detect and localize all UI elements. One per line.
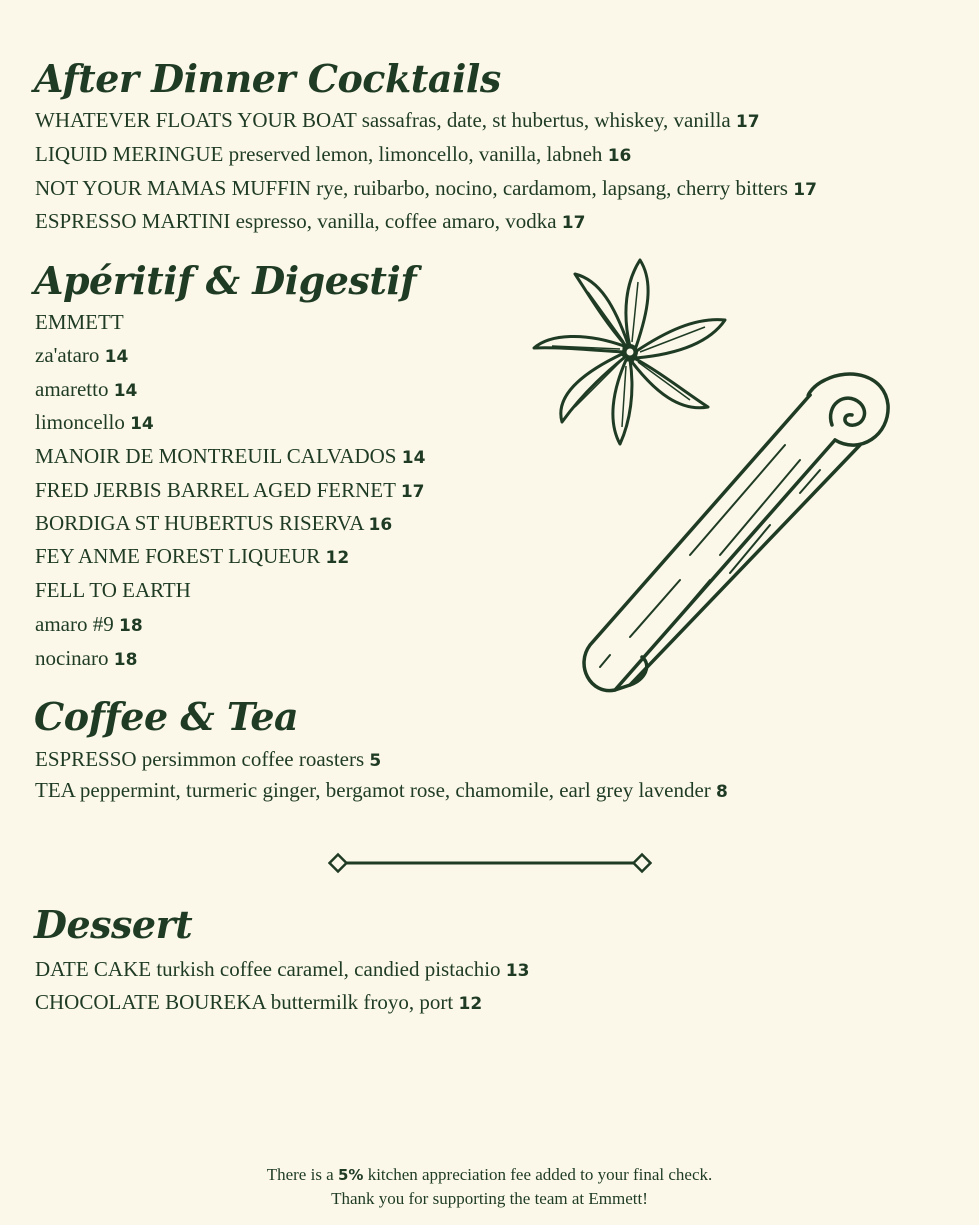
section-title-coffee-tea: Coffee & Tea <box>34 694 299 739</box>
item-desc: amaretto <box>35 377 109 401</box>
divider-ornament <box>328 852 652 874</box>
menu-item <box>35 959 529 980</box>
menu-item <box>35 312 124 333</box>
item-name: DATE CAKE <box>35 957 152 981</box>
item-name: BORDIGA ST HUBERTUS RISERVA <box>35 511 364 535</box>
item-price: 8 <box>716 782 728 802</box>
menu-item <box>35 580 191 601</box>
menu-item <box>35 614 143 635</box>
item-price: 16 <box>607 146 632 166</box>
section-title-aperitif: Apéritif & Digestif <box>34 258 417 303</box>
item-name: CHOCOLATE BOUREKA <box>35 990 266 1014</box>
fee-note <box>0 1163 979 1187</box>
menu-item <box>35 211 585 232</box>
item-desc: turkish coffee caramel, candied pistachio <box>156 957 501 981</box>
menu-item <box>35 110 760 131</box>
item-price: 18 <box>118 616 143 636</box>
menu-item <box>35 178 817 199</box>
menu-item <box>35 513 392 534</box>
item-price: 5 <box>369 751 382 771</box>
item-price: 17 <box>561 213 586 233</box>
item-price: 18 <box>113 650 138 670</box>
item-desc: preserved lemon, limoncello, vanilla, labneh <box>228 142 603 166</box>
menu-item <box>35 144 631 165</box>
item-desc: limoncello <box>35 410 125 434</box>
item-price: 17 <box>793 180 817 200</box>
item-price: 14 <box>130 414 154 434</box>
item-name: FRED JERBIS BARREL AGED FERNET <box>35 478 396 502</box>
item-name: EMMETT <box>35 310 124 334</box>
fee-percent: 5% <box>337 1166 364 1184</box>
item-price: 14 <box>401 448 426 468</box>
menu-item <box>35 446 425 467</box>
item-desc: sassafras, date, st hubertus, whiskey, vanilla <box>361 108 731 132</box>
menu-item <box>35 780 728 801</box>
menu-item <box>35 992 482 1013</box>
fee-note-text: There is a <box>266 1165 334 1184</box>
cinnamon-stick-icon <box>570 365 900 705</box>
item-name: LIQUID MERINGUE <box>35 142 224 166</box>
item-desc: peppermint, turmeric ginger, bergamot rose, chamomile, earl grey lavender <box>79 778 711 802</box>
item-desc: persimmon coffee roasters <box>141 747 365 771</box>
item-desc: za'ataro <box>35 343 100 367</box>
item-name: FELL TO EARTH <box>35 578 191 602</box>
item-desc: buttermilk froyo, port <box>270 990 454 1014</box>
item-price: 17 <box>400 482 425 502</box>
item-desc: rye, ruibarbo, nocino, cardamom, lapsang, cherry bitters <box>316 176 788 200</box>
item-price: 14 <box>113 381 138 401</box>
section-title-dessert: Dessert <box>34 902 193 947</box>
menu-item <box>35 379 137 400</box>
item-name: WHATEVER FLOATS YOUR BOAT <box>35 108 357 132</box>
item-desc: espresso, vanilla, coffee amaro, vodka <box>235 209 557 233</box>
item-desc: nocinaro <box>35 646 109 670</box>
item-name: ESPRESSO MARTINI <box>35 209 231 233</box>
menu-item <box>35 480 424 501</box>
fee-note-text: kitchen appreciation fee added to your final check. <box>367 1165 713 1184</box>
menu-item <box>35 412 154 433</box>
thank-you-note: Thank you for supporting the team at Emmett! <box>331 1189 648 1208</box>
menu-item <box>35 648 137 669</box>
item-name: ESPRESSO <box>35 747 137 771</box>
item-price: 12 <box>458 994 483 1014</box>
item-price: 16 <box>368 515 393 535</box>
item-name: TEA <box>35 778 75 802</box>
section-title-after-dinner: After Dinner Cocktails <box>34 56 501 101</box>
item-price: 14 <box>104 347 129 367</box>
item-price: 13 <box>505 961 530 981</box>
item-name: NOT YOUR MAMAS MUFFIN <box>35 176 311 200</box>
item-desc: amaro #9 <box>35 612 114 636</box>
menu-item <box>35 546 349 567</box>
menu-item <box>35 749 381 770</box>
item-name: FEY ANME FOREST LIQUEUR <box>35 544 321 568</box>
item-price: 12 <box>325 548 350 568</box>
menu-item <box>35 345 128 366</box>
item-price: 17 <box>735 112 760 132</box>
item-name: MANOIR DE MONTREUIL CALVADOS <box>35 444 397 468</box>
